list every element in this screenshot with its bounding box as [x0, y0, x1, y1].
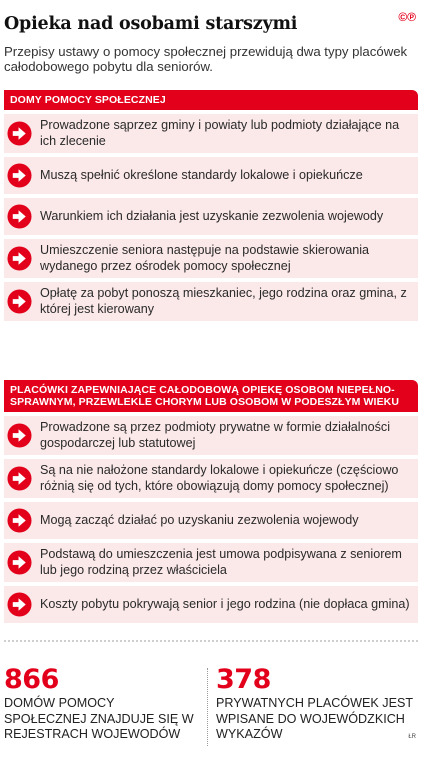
- list-item: [4, 459, 418, 498]
- list-item: [4, 198, 418, 235]
- list-item: [4, 416, 418, 455]
- stat-description: PRYWATNYCH PLACÓWEK JEST WPISANE DO WOJEWÓDZKICH WYKAZÓW: [216, 696, 413, 741]
- list-item-text: Warunkiem ich działania jest uzyskanie zezwolenia wojewody: [40, 208, 384, 223]
- list-item-text: Muszą spełnić określone standardy lokalowe i opiekuńcze: [40, 167, 363, 182]
- divider: [4, 640, 418, 642]
- section-placowki-prywatne: [4, 380, 418, 623]
- list-item-text: Opłatę za pobyt ponoszą mieszkaniec, jego rodzina oraz gmina, z której jest kierowany: [40, 286, 407, 316]
- arrow-right-circle-icon: [7, 246, 32, 271]
- arrow-right-circle-icon: [7, 508, 32, 533]
- arrow-right-circle-icon: [7, 592, 32, 617]
- list-item-text: Prowadzone sąprzez gminy i powiaty lub podmioty działające na ich zlecenie: [40, 118, 400, 148]
- list-item-text: Mogą zacząć działać po uzyskaniu zezwolenia wojewody: [40, 512, 359, 527]
- stat-description: DOMÓW POMOCY SPOŁECZNEJ ZNAJDUJE SIĘ W REJESTRACH WOJEWODÓW: [4, 696, 194, 741]
- page-subtitle: Przepisy ustawy o pomocy społecznej przewidują dwa typy placówek całodobowego pobytu dla seniorów.: [4, 44, 408, 74]
- list-item-text: Są na nie nałożone standardy lokalowe i opiekuńcze (częściowo różnią się od tych, które obowiązują domy pomocy społecznej): [40, 463, 399, 493]
- stat-divider: [207, 668, 208, 746]
- list-item: [4, 157, 418, 194]
- list-item-text: Koszty pobytu pokrywają senior i jego rodzina (nie dopłaca gmina): [40, 596, 410, 611]
- stat-domy: [4, 666, 200, 743]
- list-item: [4, 239, 418, 278]
- header: [4, 10, 418, 74]
- list-item: [4, 282, 418, 321]
- arrow-right-circle-icon: [7, 163, 32, 188]
- arrow-right-circle-icon: [7, 121, 32, 146]
- arrow-right-circle-icon: [7, 466, 32, 491]
- section-heading: PLACÓWKI ZAPEWNIAJĄCE CAŁODOBOWĄ OPIEKĘ OSOBOM NIEPEŁNO-SPRAWNYM, PRZEWLEKLE CHORYM LUB OSOBOM W PODESZŁYM WIEKU: [4, 380, 418, 412]
- stat-number: 378: [216, 664, 271, 695]
- list-item-text: Prowadzone są przez podmioty prywatne w formie działalności gospodarczej lub statutowej: [40, 420, 390, 450]
- list-item: [4, 543, 418, 582]
- stat-placowki: [216, 666, 416, 743]
- arrow-right-circle-icon: [7, 423, 32, 448]
- stat-number: 866: [4, 664, 59, 695]
- list-item: [4, 502, 418, 539]
- section-domy-pomocy: [4, 90, 418, 321]
- author-credit: ŁR: [408, 734, 416, 740]
- list-item-text: Umieszczenie seniora następuje na podstawie skierowania wydanego przez ośrodek pomocy społecznej: [40, 243, 370, 273]
- arrow-right-circle-icon: [7, 289, 32, 314]
- list-item-text: Podstawą do umieszczenia jest umowa podpisywana z seniorem lub jego rodziną przez właściciela: [40, 547, 402, 577]
- page-title: Opieka nad osobami starszymi: [4, 14, 298, 34]
- list-item: [4, 586, 418, 623]
- arrow-right-circle-icon: [7, 204, 32, 229]
- publisher-logo: ©℗: [398, 10, 416, 24]
- list-item: [4, 114, 418, 153]
- arrow-right-circle-icon: [7, 550, 32, 575]
- section-heading: DOMY POMOCY SPOŁECZNEJ: [4, 90, 418, 110]
